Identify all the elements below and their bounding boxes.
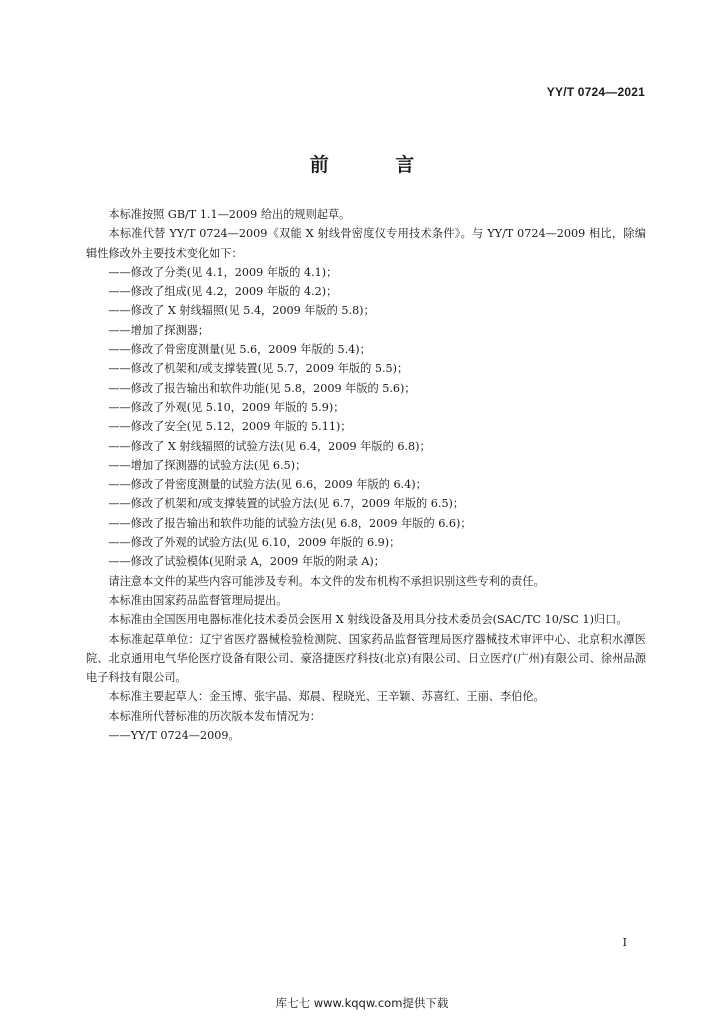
paragraph: 本标准起草单位：辽宁省医疗器械检验检测院、国家药品监督管理局医疗器械技术审评中心、北京积水潭医院、北京通用电气华伦医疗设备有限公司、豪洛捷医疗科技(北京)有限公司、日立医疗(广州)有限公司、徐州品源电子科技有限公司。: [86, 632, 646, 685]
change-list-item: ——增加了探测器的试验方法(见 6.5)；: [108, 458, 307, 472]
change-list-item: ——修改了报告输出和软件功能(见 5.8，2009 年版的 5.6)；: [108, 381, 416, 395]
change-list-item: ——修改了机架和/或支撑装置的试验方法(见 6.7，2009 年版的 6.5)；: [108, 497, 465, 511]
change-list-item: ——修改了外观(见 5.10，2009 年版的 5.9)；: [108, 400, 345, 414]
page-number: I: [622, 936, 627, 949]
change-list-item: ——修改了分类(见 4.1，2009 年版的 4.1)；: [108, 265, 338, 279]
change-list-item: ——修改了报告输出和软件功能的试验方法(见 6.8，2009 年版的 6.6)；: [108, 516, 472, 530]
change-list-item: ——修改了组成(见 4.2，2009 年版的 4.2)；: [108, 285, 338, 299]
change-list-item: ——修改了骨密度测量的试验方法(见 6.6，2009 年版的 6.4)；: [108, 478, 427, 492]
paragraph: 本标准主要起草人：金玉博、张宇晶、郑晨、程晓光、王辛颖、苏喜红、王丽、李伯伦。: [108, 690, 545, 704]
paragraph: 本标准按照 GB/T 1.1—2009 给出的规则起草。: [108, 208, 351, 221]
paragraph: 请注意本文件的某些内容可能涉及专利。本文件的发布机构不承担识别这些专利的责任。: [108, 574, 545, 588]
change-list-item: ——修改了试验模体(见附录 A，2009 年版的附录 A)；: [108, 555, 385, 569]
change-list-item: ——修改了 X 射线辐照(见 5.4，2009 年版的 5.8)；: [108, 304, 375, 318]
paragraph: 本标准所代替标准的历次版本发布情况为：: [108, 709, 321, 723]
change-list-item: ——修改了 X 射线辐照的试验方法(见 6.4，2009 年版的 6.8)；: [108, 439, 431, 453]
foreword-body: [86, 205, 646, 745]
paragraph: 本标准代替 YY/T 0724—2009《双能 X 射线骨密度仪专用技术条件》。与 YY/T 0724—2009 相比，除编辑性修改外主要技术变化如下：: [86, 227, 646, 260]
standard-code: YY/T 0724—2021: [546, 85, 645, 99]
change-list-item: ——修改了安全(见 5.12，2009 年版的 5.11)；: [108, 420, 352, 434]
paragraph: 本标准由国家药品监督管理局提出。: [108, 593, 288, 607]
change-list-item: ——修改了机架和/或支撑装置(见 5.7，2009 年版的 5.5)；: [108, 362, 409, 376]
change-list-item: ——修改了骨密度测量(见 5.6，2009 年版的 5.4)；: [108, 343, 371, 357]
paragraph: 本标准由全国医用电器标准化技术委员会医用 X 射线设备及用具分技术委员会(SAC/TC 10/SC 1)归口。: [108, 613, 628, 627]
page-title: 前 言: [309, 154, 445, 176]
download-footer: 库七七 www.kqqw.com提供下载: [275, 996, 449, 1010]
change-list-item: ——增加了探测器；: [108, 323, 210, 337]
change-list-item: ——修改了外观的试验方法(见 6.10，2009 年版的 6.9)；: [108, 536, 401, 550]
change-list-item: ——YY/T 0724—2009。: [108, 729, 240, 743]
